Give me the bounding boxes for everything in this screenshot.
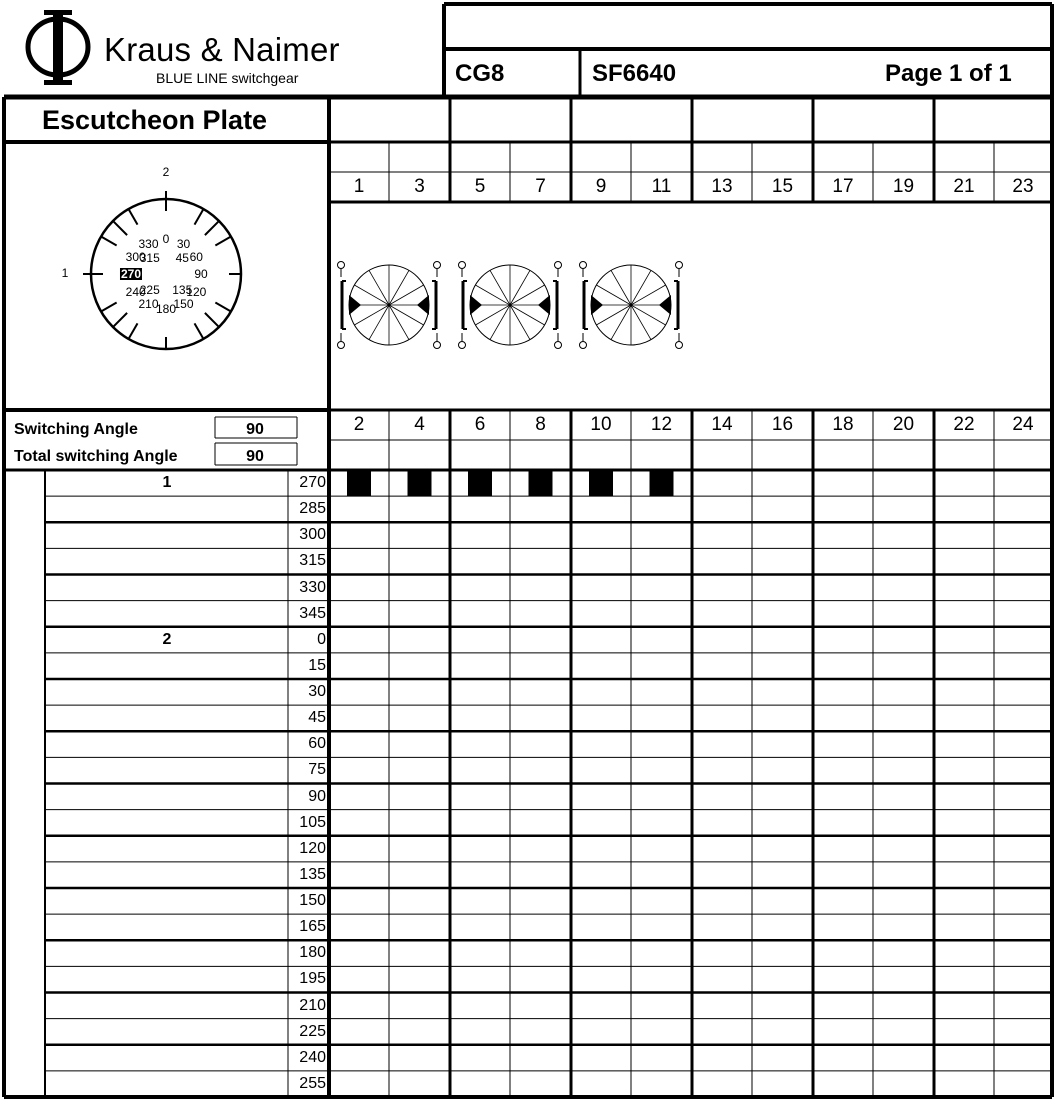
logo-icon (44, 80, 72, 85)
position-angle: 240 (299, 1048, 326, 1066)
terminal-number-top: 17 (832, 176, 854, 197)
terminal-icon (555, 262, 562, 269)
contact-tip-icon (538, 295, 550, 315)
dial-scale-label: 90 (194, 267, 208, 281)
dial-scale-label: 240 (125, 284, 146, 299)
dial-tick (101, 237, 117, 246)
dial-scale-label: 150 (173, 297, 194, 312)
terminal-icon (459, 262, 466, 269)
contact-closed-mark (650, 471, 674, 496)
terminal-icon (580, 262, 587, 269)
dial-tick (113, 221, 127, 235)
position-angle: 0 (317, 630, 326, 648)
position-angle: 45 (308, 709, 326, 727)
position-angle: 285 (299, 500, 326, 518)
cam-spoke (631, 270, 651, 305)
contact-closed-mark (589, 471, 613, 496)
terminal-icon (580, 342, 587, 349)
position-angle: 30 (308, 683, 326, 700)
section-title: Escutcheon Plate (42, 105, 268, 135)
cam-spoke (510, 305, 530, 340)
dial-tick (195, 209, 204, 225)
total-angle-value: 90 (246, 448, 264, 465)
cam-spoke (475, 305, 510, 325)
terminal-number-bottom: 2 (353, 414, 365, 435)
dial-tick (113, 313, 127, 327)
cam-spoke (596, 305, 631, 325)
contact-tip-icon (591, 295, 603, 315)
cam-spoke (354, 285, 389, 305)
position-angle: 105 (299, 813, 326, 831)
contact-closed-mark (468, 471, 492, 496)
series-code: CG8 (455, 60, 505, 87)
contact-tip-icon (349, 295, 361, 315)
logo-icon (53, 10, 63, 85)
dial-inner-label: 315 (139, 250, 160, 265)
terminal-icon (338, 262, 345, 269)
terminal-number-bottom: 14 (711, 414, 733, 435)
dial-scale-label: 0 (162, 232, 170, 246)
dial-inner-label: 45 (175, 250, 189, 265)
cam-spoke (389, 305, 424, 325)
cam-spoke (596, 285, 631, 305)
page-indicator: Page 1 of 1 (885, 60, 1012, 87)
dial-scale-label: 270 (120, 267, 142, 281)
dial-tick (205, 313, 219, 327)
terminal-number-bottom: 24 (1012, 414, 1034, 435)
switching-angle-value: 90 (246, 421, 264, 438)
cam-spoke (354, 305, 389, 325)
dial-tick (205, 221, 219, 235)
dial-scale-label: 180 (155, 302, 177, 316)
position-angle: 150 (299, 892, 326, 909)
cam-spoke (510, 285, 545, 305)
position-label: 1 (162, 474, 172, 491)
dial-scale-label: 120 (186, 284, 207, 299)
cam-spoke (510, 270, 530, 305)
position-angle: 90 (308, 787, 326, 805)
cam-spoke (369, 305, 389, 340)
terminal-number-bottom: 4 (414, 414, 425, 435)
terminal-number-top: 21 (953, 176, 975, 197)
cam-spoke (389, 285, 424, 305)
cam-spoke (510, 305, 545, 325)
cam-spoke (631, 305, 666, 325)
position-angle: 60 (308, 735, 326, 753)
contact-tip-icon (470, 295, 482, 315)
terminal-number-bottom: 22 (953, 414, 975, 435)
position-angle: 180 (299, 944, 326, 962)
dial-scale-label: 60 (189, 249, 203, 264)
dial-tick (101, 303, 117, 312)
logo-icon (44, 10, 72, 15)
dial-scale-label: 210 (138, 297, 159, 312)
terminal-number-top: 11 (651, 176, 672, 197)
cam-spoke (611, 305, 631, 340)
position-angle: 165 (299, 918, 326, 936)
cam-spoke (611, 270, 631, 305)
dial-tick (215, 303, 231, 312)
brand-tagline: BLUE LINE switchgear (156, 70, 299, 86)
terminal-icon (676, 342, 683, 349)
brand-name: Kraus & Naimer (104, 31, 340, 68)
terminal-number-top: 1 (353, 176, 365, 197)
terminal-number-top: 7 (535, 176, 546, 197)
position-angle: 345 (299, 604, 326, 622)
position-angle: 15 (308, 656, 326, 674)
total-angle-label: Total switching Angle (14, 448, 178, 465)
cam-spoke (631, 285, 666, 305)
position-angle: 75 (308, 761, 326, 779)
dial-scale-label: 300 (125, 249, 146, 264)
contact-closed-mark (408, 471, 432, 496)
contact-tip-icon (417, 295, 429, 315)
position-angle: 225 (299, 1022, 326, 1040)
terminal-number-top: 15 (771, 176, 794, 197)
terminal-icon (459, 342, 466, 349)
dial-inner-label: 135 (172, 283, 193, 298)
part-number: SF6640 (592, 60, 677, 87)
position-angle: 210 (299, 996, 326, 1014)
cam-spoke (490, 305, 510, 340)
dial-position-label: 1 (61, 266, 69, 280)
terminal-number-bottom: 16 (771, 414, 794, 435)
cam-spoke (475, 285, 510, 305)
dial-tick (195, 323, 204, 339)
position-label: 2 (162, 630, 172, 648)
terminal-number-top: 5 (474, 176, 486, 197)
terminal-number-top: 19 (892, 176, 915, 197)
dial-position-label: 2 (162, 165, 170, 179)
terminal-icon (555, 342, 562, 349)
position-angle: 120 (299, 839, 326, 857)
terminal-number-bottom: 20 (892, 414, 915, 435)
position-angle: 300 (299, 526, 326, 544)
dial-scale-label: 330 (138, 236, 159, 251)
terminal-number-bottom: 8 (535, 414, 546, 435)
cam-spoke (389, 270, 409, 305)
position-angle: 195 (299, 970, 326, 988)
position-angle: 255 (299, 1074, 326, 1092)
dial-tick (129, 323, 138, 339)
terminal-number-top: 23 (1012, 176, 1034, 197)
position-angle: 315 (299, 552, 326, 570)
dial-scale-label: 30 (176, 236, 191, 251)
position-angle: 135 (299, 865, 326, 883)
terminal-number-top: 13 (711, 176, 733, 197)
cam-spoke (631, 305, 651, 340)
dial-inner-label: 225 (139, 283, 160, 298)
cam-spoke (369, 270, 389, 305)
terminal-icon (434, 262, 441, 269)
position-angle: 330 (299, 578, 326, 596)
switching-angle-label: Switching Angle (14, 421, 138, 438)
dial-tick (129, 209, 138, 225)
terminal-icon (434, 342, 441, 349)
contact-closed-mark (347, 471, 371, 496)
contact-closed-mark (529, 471, 553, 496)
terminal-icon (338, 342, 345, 349)
terminal-number-top: 3 (414, 176, 425, 197)
terminal-number-top: 9 (595, 176, 607, 197)
terminal-number-bottom: 10 (590, 414, 612, 435)
terminal-number-bottom: 6 (474, 414, 486, 435)
terminal-number-bottom: 18 (832, 414, 854, 435)
cam-spoke (490, 270, 510, 305)
cam-spoke (389, 305, 409, 340)
dial-tick (215, 237, 231, 246)
contact-tip-icon (659, 295, 671, 315)
terminal-number-bottom: 12 (650, 414, 673, 435)
terminal-icon (676, 262, 683, 269)
position-angle: 270 (299, 474, 326, 491)
